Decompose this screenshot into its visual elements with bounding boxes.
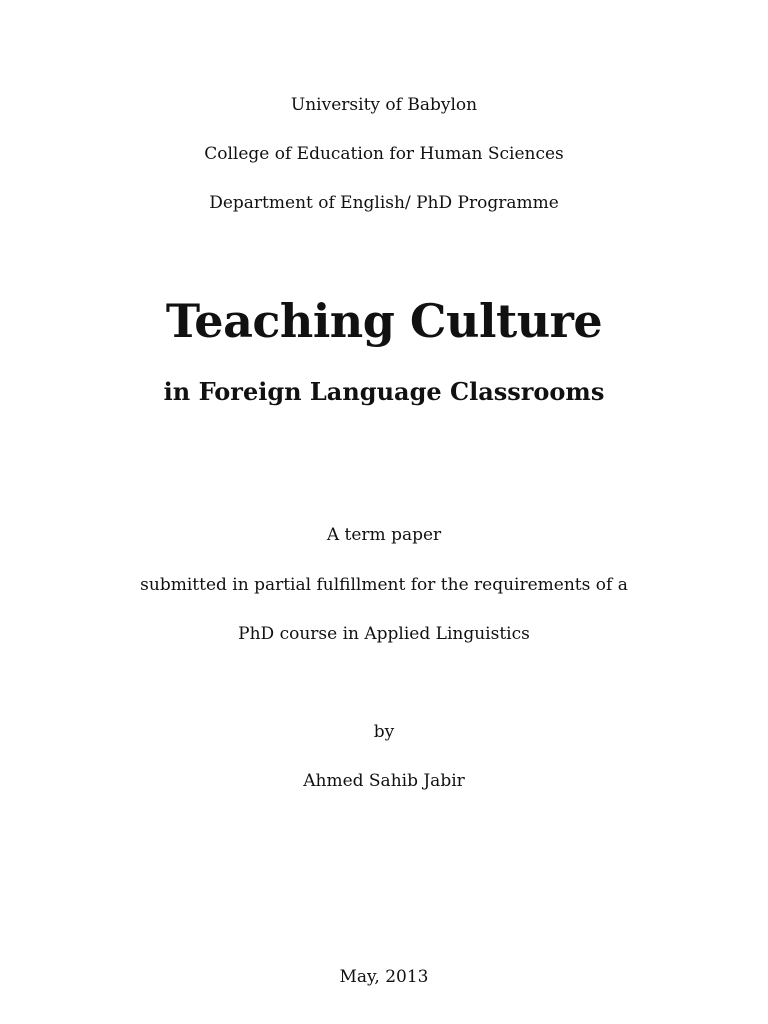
course-name: PhD course in Applied Linguistics <box>238 624 530 644</box>
by-label: by <box>373 722 395 742</box>
paper-type: A term paper <box>326 525 442 545</box>
document-subtitle: in Foreign Language Classrooms <box>163 377 605 406</box>
university-name: University of Babylon <box>290 95 478 115</box>
document-title: Teaching Culture <box>165 294 603 348</box>
submission-date: May, 2013 <box>339 967 429 987</box>
author-name: Ahmed Sahib Jabir <box>303 771 465 791</box>
department-name: Department of English/ PhD Programme <box>209 193 559 213</box>
college-name: College of Education for Human Sciences <box>204 144 564 164</box>
submission-statement: submitted in partial fulfillment for the requirements of a <box>140 575 628 595</box>
